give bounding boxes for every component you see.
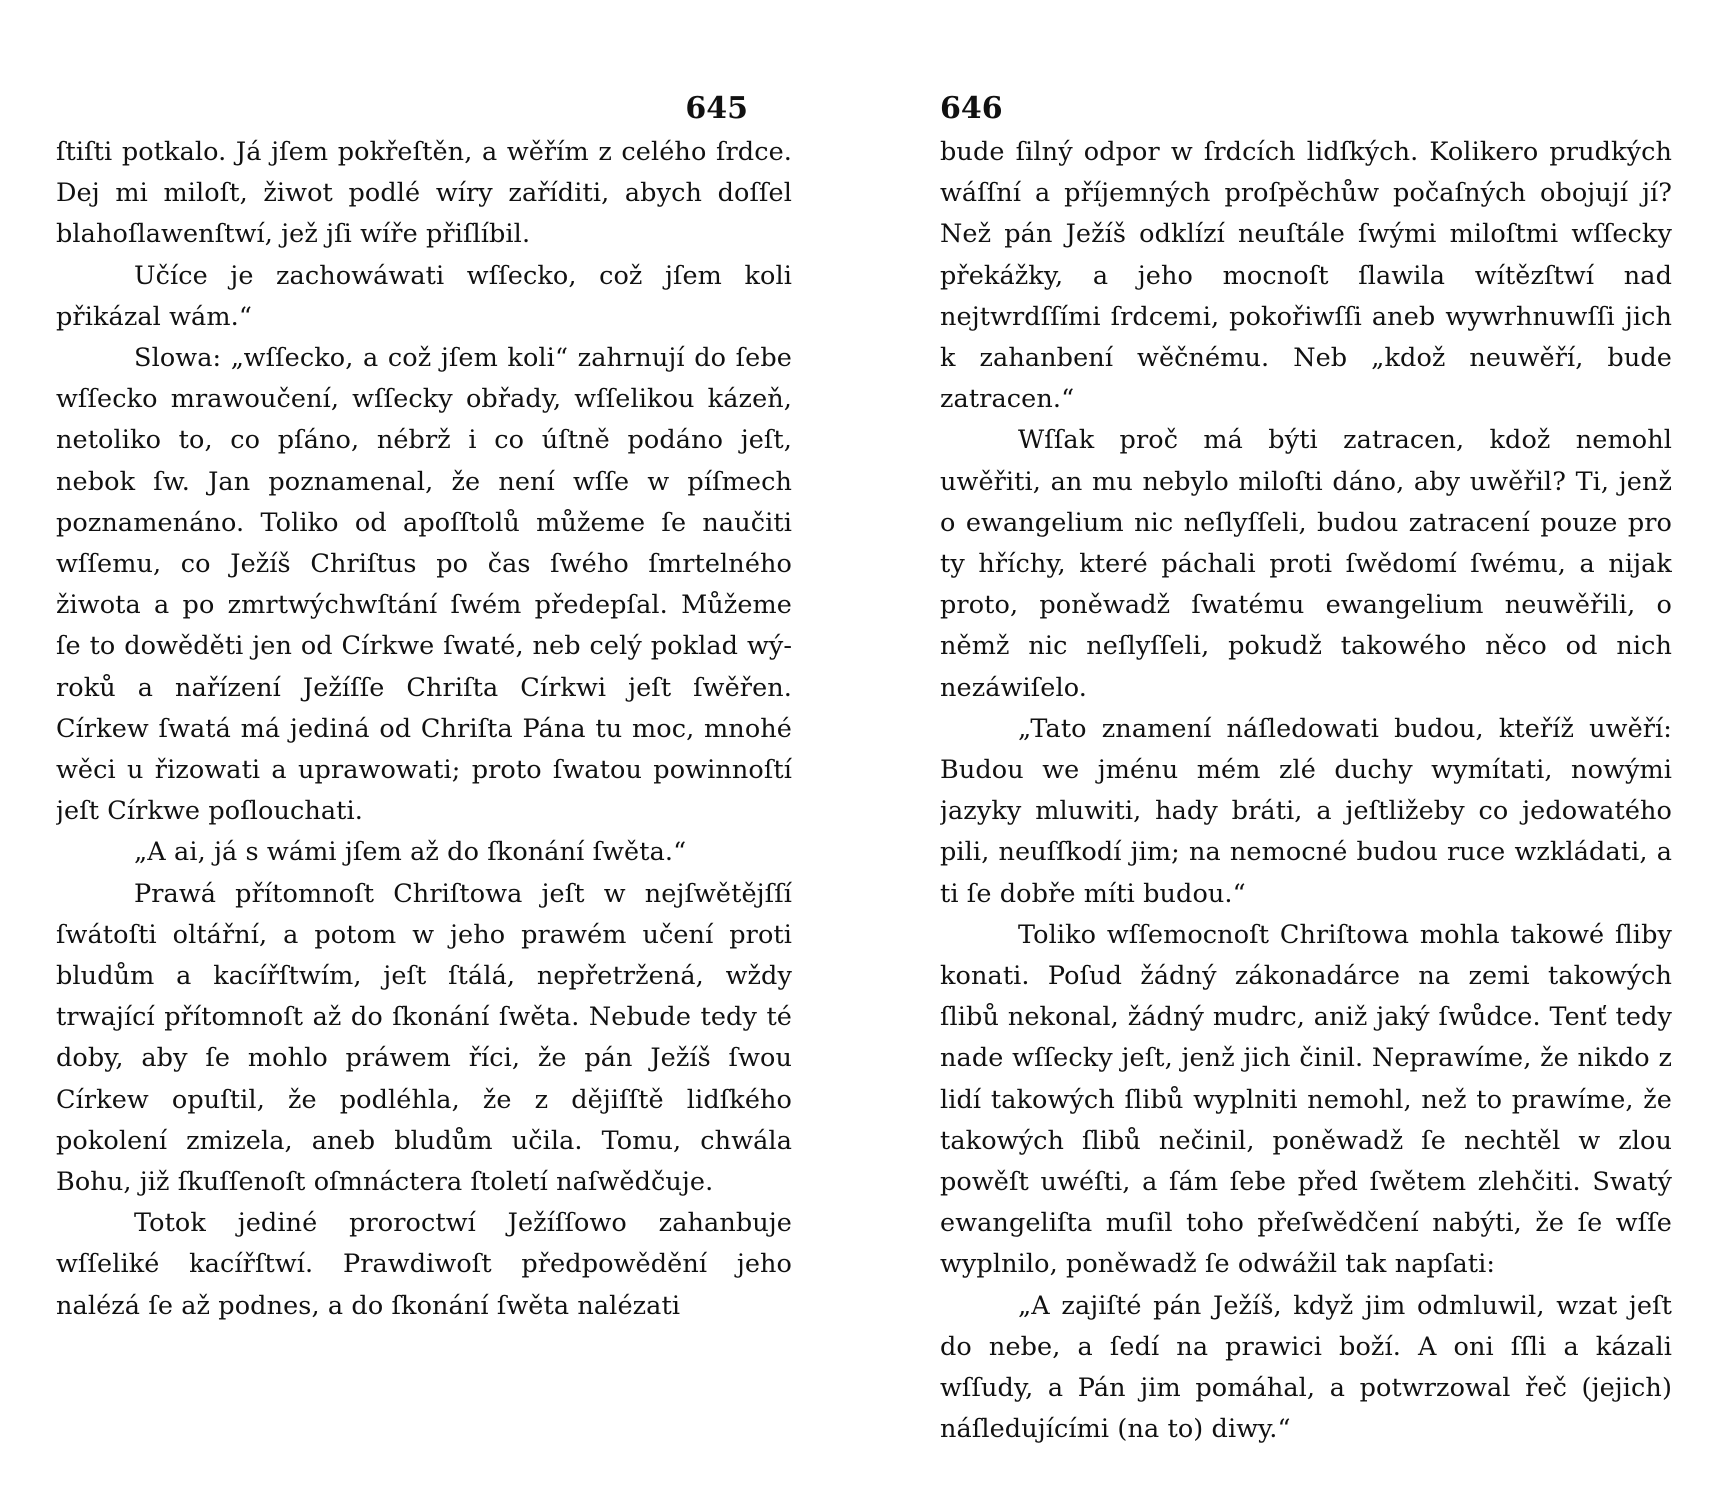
left-page-number: 645	[685, 92, 748, 126]
left-paragraph-1: ſtiſti potkalo. Já jſem pokřeſtěn, a wěřím z celého ſrdce. Dej mi miloſt, žiwot podlé wíry zaříditi, abych doſſel blahoſlawenſtwí, jež jſi wíře přiſlíbil.	[56, 137, 792, 250]
right-paragraph-2: Wſſak proč má býti zatracen, kdož nemohl uwěřiti, an mu nebylo miloſti dáno, aby uwěřil? Ti, jenž o ewangelium nic neſlyſſeli, budou zatracení pouze pro ty hříchy, které páchali proti ſwědomí ſwému, a nijak proto, poněwadž ſwatému ewangelium neuwěřili, o němž nic neſlyſſeli, pokudž takowého něco od nich nezáwiſelo.	[940, 425, 1672, 703]
left-paragraph-4: „A ai, já s wámi jſem až do ſkonání ſwěta.“	[134, 837, 687, 868]
left-page-text	[56, 132, 796, 1327]
right-page-number: 646	[940, 92, 1003, 126]
left-page	[56, 92, 796, 1472]
left-paragraph-5: Prawá přítomnoſt Chriſtowa jeſt w nejſwětějſſí ſwátoſti oltářní, a potom w jeho prawém učení proti bludům a kacířſtwím, jeſt ſtálá, nepřetržená, wždy trwající přítomnoſt až do ſkonání ſwěta. Nebude tedy té doby, aby ſe mohlo práwem říci, že pán Ježíš ſwou Církew opuſtil, že podléhla, že z dějiſſtě lidſkého pokolení zmizela, aneb bludům učila. Tomu, chwála Bohu, již ſkuſſenoſt oſmnáctera ſtoletí naſwědčuje.	[56, 878, 792, 1198]
left-paragraph-3: Slowa: „wſſecko, a což jſem koli“ zahrnují do ſebe wſſecko mrawoučení, wſſecky obřady, wſſelikou kázeň, netoliko to, co pſáno, nébrž i co úſtně podáno jeſt, nebok ſw. Jan poznamenal, že není wſſe w píſmech poznamenáno. Toliko od apoſſtolů můžeme ſe naučiti wſſemu, co Ježíš Chriſtus po čas ſwého ſmrtelného žiwota a po zmrtwýchwſtání ſwém předepſal. Můžeme ſe to dowěděti jen od Církwe ſwaté, neb celý poklad wýroků a nařízení Ježíſſe Chriſta Církwi jeſt ſwěřen. Církew ſwatá má jediná od Chriſta Pána tu moc, mnohé wěci u řizowati a uprawowati; proto ſwatou powinnoſtí jeſt Církwe poſlouchati.	[56, 343, 792, 827]
right-page-text	[940, 132, 1680, 1451]
right-page	[940, 92, 1680, 1472]
right-paragraph-4: Toliko wſſemocnoſt Chriſtowa mohla takowé ſliby konati. Poſud žádný zákonadárce na zemi takowých ſlibů nekonal, žádný mudrc, aniž jaký ſwůdce. Tenť tedy nade wſſecky jeſt, jenž jich činil. Neprawíme, že nikdo z lidí takowých ſlibů wyplniti nemohl, než to prawíme, že takowých ſlibů nečinil, poněwadž ſe nechtěl w zlou powěſt uwéſti, a ſám ſebe před ſwětem zlehčiti. Swatý ewangeliſta muſil toho přeſwědčení nabýti, že ſe wſſe wyplnilo, poněwadž ſe odwážil tak napſati:	[940, 919, 1672, 1280]
left-paragraph-6: Totok jediné proroctwí Ježíſſowo zahanbuje wſſeliké kacířſtwí. Prawdiwoſt předpowědění jeho nalézá ſe až podnes, a do ſkonání ſwěta nalézati	[56, 1208, 792, 1321]
right-paragraph-5: „A zajiſté pán Ježíš, když jim odmluwil, wzat jeſt do nebe, a ſedí na prawici boží. A oni ſſli a kázali wſſudy, a Pán jim pomáhal, a potwrzowal řeč (jejich) náſledujícími (na to) diwy.“	[940, 1290, 1672, 1445]
left-paragraph-2: Učíce je zachowáwati wſſecko, což jſem koli přikázal wám.“	[56, 260, 792, 332]
right-paragraph-1: bude ſilný odpor w ſrdcích lidſkých. Kolikero prudkých wáſſní a příjemných proſpěchůw počaſných obojují jí? Než pán Ježíš odklízí neuſtále ſwými miloſtmi wſſecky překážky, a jeho mocnoſt ſlawila wítězſtwí nad nejtwrdſſími ſrdcemi, pokořiwſſi aneb wywrhnuwſſi jich k zahanbení wěčnému. Neb „kdož neuwěří, bude zatracen.“	[940, 137, 1672, 415]
right-paragraph-3: „Tato znamení náſledowati budou, kteříž uwěří: Budou we jménu mém zlé duchy wymítati, nowými jazyky mluwiti, hady bráti, a jeſtližeby co jedowatého pili, neuſſkodí jim; na nemocné budou ruce wzkládati, a ti ſe dobře míti budou.“	[940, 713, 1672, 909]
